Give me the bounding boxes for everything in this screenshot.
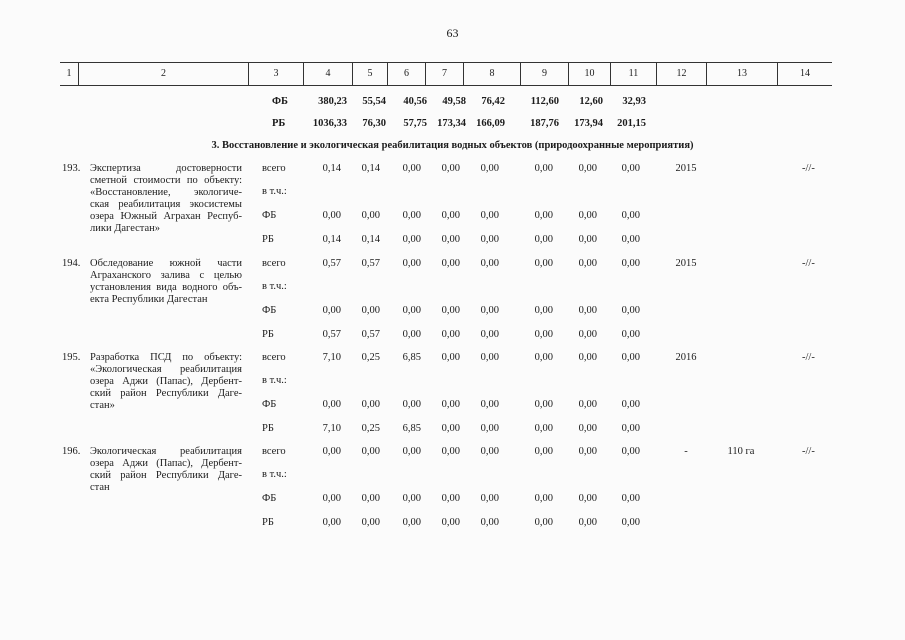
item-description-line: Разработка ПСД по объекту: [90,352,242,363]
funding-source-label: ФБ [262,210,277,221]
column-header-9: 9 [520,63,568,85]
funding-value: 0,25 [361,352,380,363]
item-description-line: ская реабилитация экосистемы [90,199,242,210]
funding-value: 0,00 [621,399,640,410]
funding-value: 0,00 [441,210,460,221]
funding-value: 0,00 [534,234,553,245]
funding-value: 0,00 [480,234,499,245]
section-title: 3. Восстановление и экологическая реабилитация водных объектов (природоохранные мероприятия) [211,140,694,151]
item-number: 193. [62,163,81,174]
funding-value: 0,00 [534,352,553,363]
funding-value: 0,00 [361,446,380,457]
item-executor: -//- [802,352,815,363]
funding-value: 0,00 [621,258,640,269]
funding-value: 0,00 [621,352,640,363]
funding-value: 0,00 [441,163,460,174]
funding-value: 7,10 [322,352,341,363]
funding-source-label: в т.ч.: [262,469,287,480]
page-number: 63 [446,26,459,40]
carry-row-value: 40,56 [403,96,427,107]
funding-value: 0,00 [441,305,460,316]
funding-source-label: всего [262,446,286,457]
item-description [90,352,242,412]
column-header-4: 4 [303,63,352,85]
funding-value: 0,00 [361,210,380,221]
item-number: 196. [62,446,81,457]
funding-value: 6,85 [402,423,421,434]
carry-row-value: 380,23 [318,96,347,107]
item-description-line: ский район Республики Даге- [90,388,242,399]
funding-value: 0,00 [534,423,553,434]
column-header-10: 10 [568,63,610,85]
carry-row-value: 1036,33 [312,118,347,129]
item-number: 194. [62,258,81,269]
funding-value: 0,00 [322,210,341,221]
funding-source-label: РБ [262,517,274,528]
item-description [90,163,242,235]
funding-value: 0,00 [578,329,597,340]
funding-value: 0,57 [322,329,341,340]
funding-source-label: в т.ч.: [262,375,287,386]
funding-value: 0,00 [480,446,499,457]
item-description-line: Экологическая реабилитация [90,446,242,457]
funding-value: 0,00 [322,305,341,316]
funding-value: 0,00 [621,423,640,434]
funding-value: 0,00 [621,329,640,340]
item-description-line: озера Аджи (Папас), Дербент- [90,376,242,387]
funding-value: 0,00 [621,517,640,528]
item-year: - [684,446,688,457]
funding-source-label: РБ [262,423,274,434]
funding-value: 0,14 [322,163,341,174]
carry-row-value: 173,94 [574,118,603,129]
carry-row-value: 57,75 [403,118,427,129]
funding-value: 0,00 [534,329,553,340]
funding-source-label: всего [262,258,286,269]
carry-row-value: 112,60 [530,96,559,107]
item-description-line: озера Южный Аграхан Респуб- [90,211,242,222]
item-capacity: 110 га [727,446,755,457]
funding-value: 0,00 [402,493,421,504]
funding-value: 0,00 [480,163,499,174]
column-header-row [60,62,832,86]
column-header-2: 2 [78,63,248,85]
funding-value: 0,00 [578,163,597,174]
item-description-line: Обследование южной части [90,258,242,269]
carry-row-value: 166,09 [476,118,505,129]
item-description-line: «Экологическая реабилитация [90,364,242,375]
funding-source-label: ФБ [262,399,277,410]
funding-value: 0,00 [361,517,380,528]
funding-value: 6,85 [402,352,421,363]
funding-value: 0,00 [578,493,597,504]
item-year: 2015 [675,258,697,269]
funding-value: 0,57 [361,329,380,340]
funding-value: 0,00 [578,399,597,410]
carry-row-value: 55,54 [362,96,386,107]
funding-value: 0,00 [578,446,597,457]
item-year: 2016 [675,352,697,363]
funding-source-label: ФБ [262,305,277,316]
funding-source-label: ФБ [262,493,277,504]
funding-value: 0,00 [534,399,553,410]
funding-value: 0,25 [361,423,380,434]
funding-source-label: всего [262,352,286,363]
funding-value: 0,00 [534,210,553,221]
funding-value: 0,00 [534,305,553,316]
funding-value: 0,00 [534,446,553,457]
funding-value: 0,00 [578,234,597,245]
funding-value: 0,00 [441,329,460,340]
carry-row-value: 76,30 [362,118,386,129]
funding-value: 0,00 [534,517,553,528]
funding-value: 0,00 [402,517,421,528]
carry-row-value: 201,15 [617,118,646,129]
funding-value: 0,00 [578,210,597,221]
carry-row-value: 12,60 [579,96,603,107]
funding-value: 0,00 [578,423,597,434]
funding-value: 0,14 [361,234,380,245]
funding-value: 0,00 [621,234,640,245]
item-description-line: лики Дагестан» [90,223,161,234]
item-description-line: стан [90,482,110,493]
funding-value: 0,00 [441,423,460,434]
funding-value: 0,00 [441,258,460,269]
funding-value: 0,00 [402,399,421,410]
funding-value: 0,00 [480,305,499,316]
carry-row-label: РБ [272,118,286,129]
item-description-line: озера Аджи (Папас), Дербент- [90,458,242,469]
funding-value: 0,00 [621,210,640,221]
column-header-6: 6 [387,63,425,85]
item-executor: -//- [802,258,815,269]
column-header-8: 8 [463,63,520,85]
funding-value: 0,00 [441,493,460,504]
funding-value: 0,00 [621,163,640,174]
funding-value: 0,00 [480,258,499,269]
funding-source-label: в т.ч.: [262,186,287,197]
funding-value: 0,00 [578,517,597,528]
carry-row-value: 187,76 [530,118,559,129]
column-header-11: 11 [610,63,656,85]
funding-value: 0,00 [402,258,421,269]
funding-value: 0,00 [578,352,597,363]
funding-value: 0,00 [322,517,341,528]
funding-value: 0,00 [361,493,380,504]
funding-value: 0,00 [402,163,421,174]
carry-row-label: ФБ [272,96,288,107]
funding-value: 0,00 [361,399,380,410]
carry-row-value: 49,58 [442,96,466,107]
funding-value: 0,00 [322,399,341,410]
column-header-3: 3 [248,63,303,85]
column-header-13: 13 [706,63,777,85]
funding-value: 0,00 [441,446,460,457]
funding-value: 0,00 [402,446,421,457]
funding-value: 0,00 [480,517,499,528]
funding-value: 0,00 [322,446,341,457]
funding-value: 0,00 [534,493,553,504]
carry-row-value: 76,42 [481,96,505,107]
item-executor: -//- [802,446,815,457]
item-description-line: стан» [90,400,115,411]
funding-source-label: РБ [262,329,274,340]
item-description [90,446,242,494]
carry-row-value: 32,93 [622,96,646,107]
funding-value: 7,10 [322,423,341,434]
funding-value: 0,00 [621,305,640,316]
item-description-line: ский район Республики Даге- [90,470,242,481]
funding-value: 0,14 [322,234,341,245]
funding-value: 0,00 [441,234,460,245]
column-header-12: 12 [656,63,706,85]
funding-value: 0,00 [402,305,421,316]
funding-value: 0,57 [361,258,380,269]
item-number: 195. [62,352,81,363]
funding-value: 0,57 [322,258,341,269]
funding-value: 0,00 [480,423,499,434]
funding-value: 0,00 [480,399,499,410]
carry-row-value: 173,34 [437,118,466,129]
funding-value: 0,14 [361,163,380,174]
item-description-line: сметной стоимости по объекту: [90,175,242,186]
funding-source-label: в т.ч.: [262,281,287,292]
funding-value: 0,00 [441,399,460,410]
funding-value: 0,00 [402,210,421,221]
item-executor: -//- [802,163,815,174]
funding-value: 0,00 [578,258,597,269]
funding-value: 0,00 [361,305,380,316]
funding-value: 0,00 [534,163,553,174]
funding-value: 0,00 [534,258,553,269]
column-header-1: 1 [66,68,72,79]
funding-value: 0,00 [402,234,421,245]
funding-value: 0,00 [402,329,421,340]
column-header-7: 7 [425,63,463,85]
item-description-line: «Восстановление, экологиче- [90,187,242,198]
funding-value: 0,00 [578,305,597,316]
funding-value: 0,00 [621,446,640,457]
item-description-line: екта Республики Дагестан [90,294,208,305]
funding-value: 0,00 [441,352,460,363]
item-description-line: установления вида водного объ- [90,282,242,293]
funding-value: 0,00 [480,329,499,340]
funding-value: 0,00 [322,493,341,504]
funding-value: 0,00 [441,517,460,528]
funding-value: 0,00 [480,210,499,221]
funding-source-label: всего [262,163,286,174]
funding-value: 0,00 [621,493,640,504]
item-description-line: Экспертиза достоверности [90,163,242,174]
funding-value: 0,00 [480,493,499,504]
item-year: 2015 [675,163,697,174]
item-description-line: Аграханского залива с целью [90,270,242,281]
funding-value: 0,00 [480,352,499,363]
column-header-14: 14 [777,63,832,85]
item-description [90,258,242,306]
column-header-5: 5 [352,63,387,85]
funding-source-label: РБ [262,234,274,245]
